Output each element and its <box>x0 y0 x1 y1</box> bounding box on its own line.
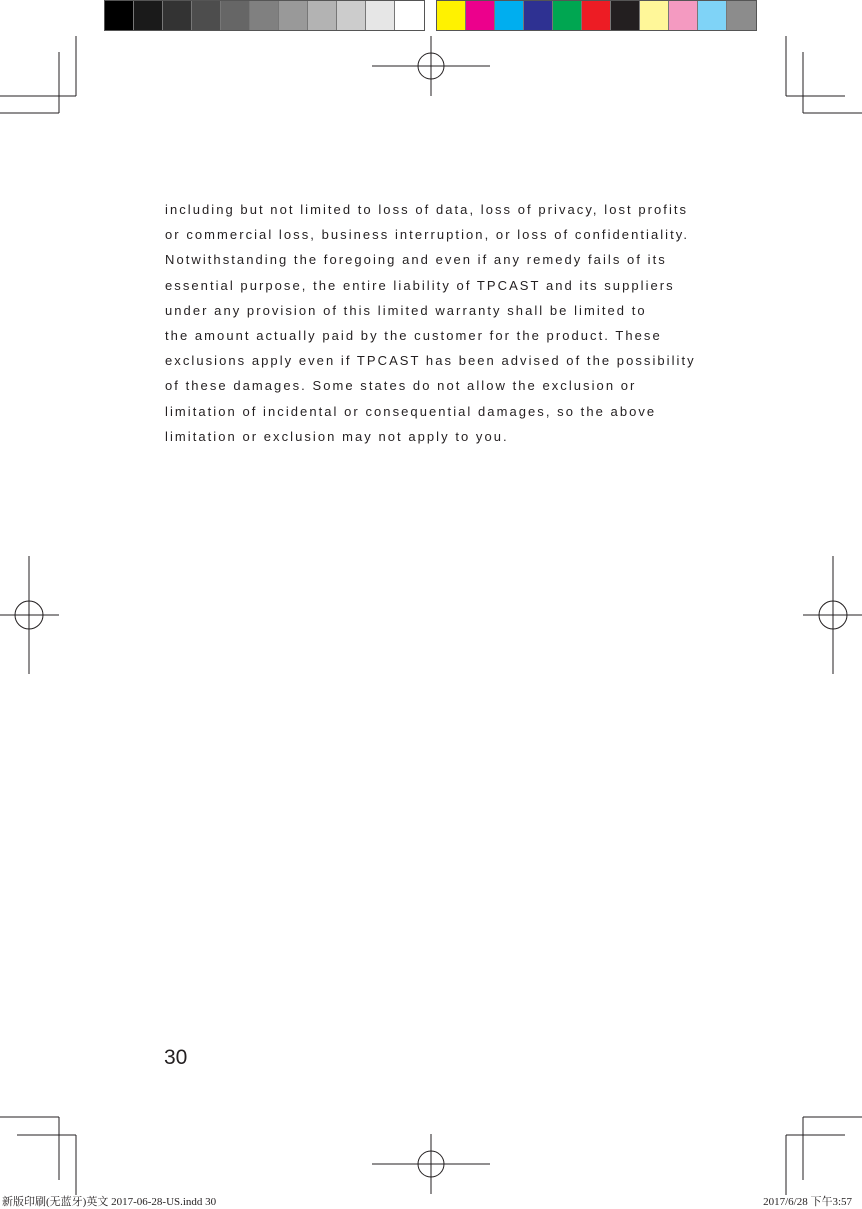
crop-mark-bottom-left <box>0 1117 76 1195</box>
crop-mark-bottom-right <box>786 1117 862 1195</box>
paragraph-line: or commercial loss, business interruption, or loss of confidentiality. <box>165 227 690 243</box>
warranty-paragraph <box>165 197 725 449</box>
paragraph-line: limitation of incidental or consequential damages, so the above <box>165 403 657 419</box>
registration-mark-top <box>372 36 490 96</box>
paragraph-line: Notwithstanding the foregoing and even if any remedy fails of its <box>165 252 667 268</box>
crop-mark-top-left <box>0 36 76 113</box>
page-number: 30 <box>164 1046 188 1069</box>
paragraph-line: of these damages. Some states do not allow the exclusion or <box>165 378 637 394</box>
paragraph-line: limitation or exclusion may not apply to you. <box>165 428 509 444</box>
slug-file-info: 新版印刷(无蓝牙)英文 2017-06-28-US.indd 30 <box>2 1196 217 1208</box>
registration-mark-right <box>803 556 862 674</box>
paragraph-line: essential purpose, the entire liability of TPCAST and its suppliers <box>165 277 675 293</box>
paragraph-line: the amount actually paid by the customer for the product. These <box>165 328 662 344</box>
registration-mark-left <box>0 556 59 674</box>
paragraph-line: exclusions apply even if TPCAST has been advised of the possibility <box>165 353 696 369</box>
crop-mark-top-right <box>786 36 862 113</box>
paragraph-line: including but not limited to loss of data, loss of privacy, lost profits <box>165 202 689 217</box>
registration-mark-bottom <box>372 1134 490 1194</box>
slug-timestamp: 2017/6/28 下午3:57 <box>763 1196 852 1208</box>
paragraph-line: under any provision of this limited warranty shall be limited to <box>165 302 647 318</box>
